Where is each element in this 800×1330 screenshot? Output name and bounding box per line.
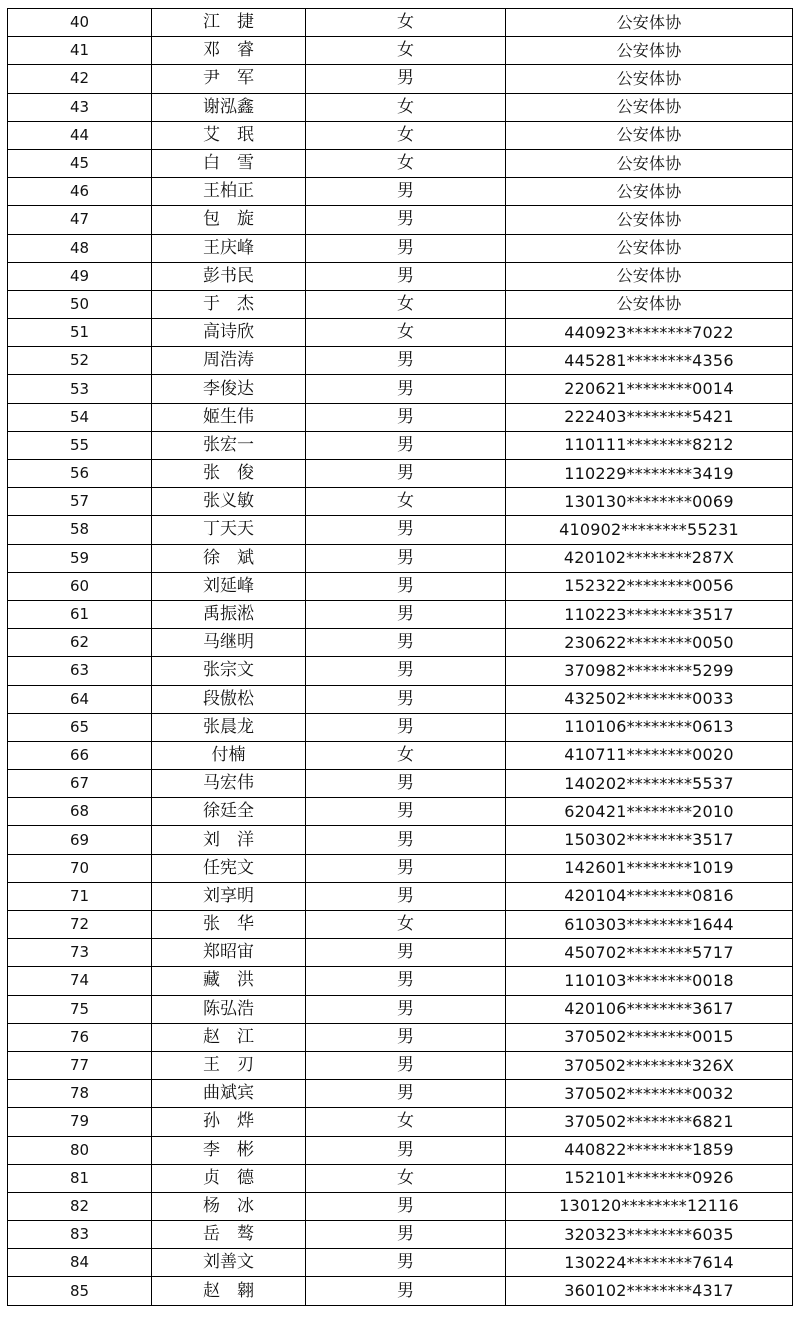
id-or-organization: 410902********55231 <box>506 516 793 544</box>
person-name: 张 俊 <box>152 460 306 488</box>
gender-cell: 男 <box>306 600 506 628</box>
row-number: 72 <box>8 911 152 939</box>
row-number: 62 <box>8 629 152 657</box>
gender-cell: 男 <box>306 1221 506 1249</box>
row-number: 41 <box>8 37 152 65</box>
gender-cell: 男 <box>306 685 506 713</box>
person-name: 白 雪 <box>152 149 306 177</box>
id-or-organization: 110111********8212 <box>506 431 793 459</box>
id-or-organization: 620421********2010 <box>506 798 793 826</box>
table-row <box>8 1192 793 1220</box>
person-name: 任宪文 <box>152 854 306 882</box>
table-row <box>8 741 793 769</box>
person-name: 岳 骜 <box>152 1221 306 1249</box>
id-or-organization: 320323********6035 <box>506 1221 793 1249</box>
person-name: 刘享明 <box>152 882 306 910</box>
row-number: 75 <box>8 995 152 1023</box>
person-name: 王柏正 <box>152 178 306 206</box>
row-number: 71 <box>8 882 152 910</box>
gender-cell: 女 <box>306 1108 506 1136</box>
gender-cell: 女 <box>306 93 506 121</box>
table-row <box>8 65 793 93</box>
table-row <box>8 1080 793 1108</box>
gender-cell: 男 <box>306 657 506 685</box>
table-row <box>8 798 793 826</box>
row-number: 76 <box>8 1023 152 1051</box>
id-or-organization: 610303********1644 <box>506 911 793 939</box>
id-or-organization: 140202********5537 <box>506 770 793 798</box>
table-row <box>8 1164 793 1192</box>
person-name: 马继明 <box>152 629 306 657</box>
row-number: 54 <box>8 403 152 431</box>
table-row <box>8 1023 793 1051</box>
person-name: 杨 冰 <box>152 1192 306 1220</box>
table-row <box>8 770 793 798</box>
gender-cell: 男 <box>306 1051 506 1079</box>
gender-cell: 男 <box>306 234 506 262</box>
person-name: 包 旋 <box>152 206 306 234</box>
row-number: 46 <box>8 178 152 206</box>
row-number: 64 <box>8 685 152 713</box>
table-row <box>8 882 793 910</box>
person-name: 徐 斌 <box>152 544 306 572</box>
row-number: 45 <box>8 149 152 177</box>
row-number: 65 <box>8 713 152 741</box>
gender-cell: 男 <box>306 1080 506 1108</box>
row-number: 80 <box>8 1136 152 1164</box>
id-or-organization: 440923********7022 <box>506 319 793 347</box>
id-or-organization: 110229********3419 <box>506 460 793 488</box>
person-name: 周浩涛 <box>152 347 306 375</box>
id-or-organization: 公安体协 <box>506 178 793 206</box>
table-row <box>8 178 793 206</box>
row-number: 59 <box>8 544 152 572</box>
id-or-organization: 222403********5421 <box>506 403 793 431</box>
id-or-organization: 440822********1859 <box>506 1136 793 1164</box>
row-number: 55 <box>8 431 152 459</box>
table-row <box>8 149 793 177</box>
id-or-organization: 公安体协 <box>506 290 793 318</box>
person-name: 张义敏 <box>152 488 306 516</box>
person-name: 徐廷全 <box>152 798 306 826</box>
gender-cell: 男 <box>306 1249 506 1277</box>
person-name: 郑昭宙 <box>152 939 306 967</box>
id-or-organization: 370982********5299 <box>506 657 793 685</box>
person-name: 段傲松 <box>152 685 306 713</box>
gender-cell: 男 <box>306 629 506 657</box>
table-row <box>8 911 793 939</box>
row-number: 49 <box>8 262 152 290</box>
person-name: 江 捷 <box>152 9 306 37</box>
gender-cell: 男 <box>306 1023 506 1051</box>
table-row <box>8 1221 793 1249</box>
row-number: 84 <box>8 1249 152 1277</box>
id-or-organization: 公安体协 <box>506 9 793 37</box>
person-name: 于 杰 <box>152 290 306 318</box>
gender-cell: 男 <box>306 939 506 967</box>
row-number: 77 <box>8 1051 152 1079</box>
row-number: 69 <box>8 826 152 854</box>
row-number: 48 <box>8 234 152 262</box>
table-row <box>8 657 793 685</box>
row-number: 73 <box>8 939 152 967</box>
row-number: 83 <box>8 1221 152 1249</box>
person-name: 艾 珉 <box>152 121 306 149</box>
row-number: 57 <box>8 488 152 516</box>
id-or-organization: 公安体协 <box>506 206 793 234</box>
table-row <box>8 685 793 713</box>
roster-table <box>7 8 793 1306</box>
row-number: 85 <box>8 1277 152 1305</box>
id-or-organization: 370502********0032 <box>506 1080 793 1108</box>
table-row <box>8 629 793 657</box>
table-row <box>8 460 793 488</box>
table-row <box>8 1136 793 1164</box>
table-row <box>8 1051 793 1079</box>
gender-cell: 男 <box>306 854 506 882</box>
person-name: 高诗欣 <box>152 319 306 347</box>
table-row <box>8 319 793 347</box>
gender-cell: 男 <box>306 206 506 234</box>
person-name: 李俊达 <box>152 375 306 403</box>
row-number: 60 <box>8 572 152 600</box>
id-or-organization: 110223********3517 <box>506 600 793 628</box>
gender-cell: 男 <box>306 544 506 572</box>
gender-cell: 男 <box>306 516 506 544</box>
row-number: 42 <box>8 65 152 93</box>
person-name: 彭书民 <box>152 262 306 290</box>
gender-cell: 男 <box>306 572 506 600</box>
gender-cell: 女 <box>306 37 506 65</box>
row-number: 40 <box>8 9 152 37</box>
gender-cell: 男 <box>306 347 506 375</box>
person-name: 贞 德 <box>152 1164 306 1192</box>
id-or-organization: 公安体协 <box>506 37 793 65</box>
person-name: 张宏一 <box>152 431 306 459</box>
id-or-organization: 110103********0018 <box>506 967 793 995</box>
id-or-organization: 152322********0056 <box>506 572 793 600</box>
table-row <box>8 262 793 290</box>
person-name: 尹 军 <box>152 65 306 93</box>
person-name: 刘善文 <box>152 1249 306 1277</box>
gender-cell: 男 <box>306 65 506 93</box>
person-name: 赵 江 <box>152 1023 306 1051</box>
row-number: 53 <box>8 375 152 403</box>
id-or-organization: 410711********0020 <box>506 741 793 769</box>
table-row <box>8 1249 793 1277</box>
person-name: 赵 翱 <box>152 1277 306 1305</box>
gender-cell: 女 <box>306 741 506 769</box>
table-row <box>8 121 793 149</box>
id-or-organization: 110106********0613 <box>506 713 793 741</box>
row-number: 52 <box>8 347 152 375</box>
row-number: 63 <box>8 657 152 685</box>
table-row <box>8 488 793 516</box>
gender-cell: 男 <box>306 1136 506 1164</box>
person-name: 邓 睿 <box>152 37 306 65</box>
id-or-organization: 445281********4356 <box>506 347 793 375</box>
table-row <box>8 9 793 37</box>
roster-body <box>8 9 793 1306</box>
person-name: 曲斌宾 <box>152 1080 306 1108</box>
id-or-organization: 450702********5717 <box>506 939 793 967</box>
gender-cell: 男 <box>306 460 506 488</box>
person-name: 丁天天 <box>152 516 306 544</box>
id-or-organization: 公安体协 <box>506 262 793 290</box>
id-or-organization: 370502********0015 <box>506 1023 793 1051</box>
id-or-organization: 130120********12116 <box>506 1192 793 1220</box>
table-row <box>8 600 793 628</box>
id-or-organization: 420102********287X <box>506 544 793 572</box>
id-or-organization: 370502********6821 <box>506 1108 793 1136</box>
table-row <box>8 234 793 262</box>
row-number: 74 <box>8 967 152 995</box>
id-or-organization: 公安体协 <box>506 121 793 149</box>
row-number: 81 <box>8 1164 152 1192</box>
gender-cell: 男 <box>306 826 506 854</box>
row-number: 51 <box>8 319 152 347</box>
person-name: 马宏伟 <box>152 770 306 798</box>
person-name: 禹振淞 <box>152 600 306 628</box>
id-or-organization: 420104********0816 <box>506 882 793 910</box>
table-row <box>8 93 793 121</box>
id-or-organization: 370502********326X <box>506 1051 793 1079</box>
table-row <box>8 995 793 1023</box>
gender-cell: 男 <box>306 967 506 995</box>
gender-cell: 男 <box>306 882 506 910</box>
id-or-organization: 432502********0033 <box>506 685 793 713</box>
table-row <box>8 516 793 544</box>
gender-cell: 女 <box>306 1164 506 1192</box>
row-number: 68 <box>8 798 152 826</box>
gender-cell: 男 <box>306 995 506 1023</box>
row-number: 43 <box>8 93 152 121</box>
table-row <box>8 347 793 375</box>
row-number: 66 <box>8 741 152 769</box>
gender-cell: 女 <box>306 121 506 149</box>
id-or-organization: 公安体协 <box>506 65 793 93</box>
person-name: 王庆峰 <box>152 234 306 262</box>
id-or-organization: 420106********3617 <box>506 995 793 1023</box>
table-row <box>8 826 793 854</box>
id-or-organization: 150302********3517 <box>506 826 793 854</box>
person-name: 李 彬 <box>152 1136 306 1164</box>
table-row <box>8 1277 793 1305</box>
table-row <box>8 403 793 431</box>
gender-cell: 男 <box>306 178 506 206</box>
row-number: 67 <box>8 770 152 798</box>
gender-cell: 男 <box>306 798 506 826</box>
row-number: 78 <box>8 1080 152 1108</box>
table-row <box>8 544 793 572</box>
id-or-organization: 公安体协 <box>506 93 793 121</box>
person-name: 付楠 <box>152 741 306 769</box>
gender-cell: 男 <box>306 403 506 431</box>
person-name: 张 华 <box>152 911 306 939</box>
gender-cell: 男 <box>306 713 506 741</box>
gender-cell: 男 <box>306 770 506 798</box>
id-or-organization: 230622********0050 <box>506 629 793 657</box>
gender-cell: 女 <box>306 319 506 347</box>
id-or-organization: 360102********4317 <box>506 1277 793 1305</box>
table-row <box>8 431 793 459</box>
table-row <box>8 939 793 967</box>
table-row <box>8 206 793 234</box>
gender-cell: 女 <box>306 911 506 939</box>
row-number: 58 <box>8 516 152 544</box>
table-row <box>8 290 793 318</box>
person-name: 张晨龙 <box>152 713 306 741</box>
table-row <box>8 1108 793 1136</box>
row-number: 61 <box>8 600 152 628</box>
gender-cell: 女 <box>306 290 506 318</box>
table-row <box>8 967 793 995</box>
id-or-organization: 130224********7614 <box>506 1249 793 1277</box>
row-number: 79 <box>8 1108 152 1136</box>
gender-cell: 男 <box>306 262 506 290</box>
id-or-organization: 152101********0926 <box>506 1164 793 1192</box>
person-name: 张宗文 <box>152 657 306 685</box>
row-number: 82 <box>8 1192 152 1220</box>
id-or-organization: 142601********1019 <box>506 854 793 882</box>
person-name: 姬生伟 <box>152 403 306 431</box>
id-or-organization: 公安体协 <box>506 234 793 262</box>
id-or-organization: 130130********0069 <box>506 488 793 516</box>
gender-cell: 男 <box>306 1277 506 1305</box>
person-name: 谢泓鑫 <box>152 93 306 121</box>
table-row <box>8 572 793 600</box>
gender-cell: 女 <box>306 149 506 177</box>
id-or-organization: 公安体协 <box>506 149 793 177</box>
table-row <box>8 375 793 403</box>
person-name: 刘 洋 <box>152 826 306 854</box>
table-row <box>8 854 793 882</box>
row-number: 56 <box>8 460 152 488</box>
gender-cell: 男 <box>306 431 506 459</box>
gender-cell: 男 <box>306 1192 506 1220</box>
person-name: 王 刃 <box>152 1051 306 1079</box>
gender-cell: 女 <box>306 9 506 37</box>
gender-cell: 女 <box>306 488 506 516</box>
row-number: 44 <box>8 121 152 149</box>
table-row <box>8 37 793 65</box>
person-name: 孙 烨 <box>152 1108 306 1136</box>
person-name: 藏 洪 <box>152 967 306 995</box>
gender-cell: 男 <box>306 375 506 403</box>
row-number: 50 <box>8 290 152 318</box>
person-name: 陈弘浩 <box>152 995 306 1023</box>
row-number: 70 <box>8 854 152 882</box>
person-name: 刘延峰 <box>152 572 306 600</box>
row-number: 47 <box>8 206 152 234</box>
id-or-organization: 220621********0014 <box>506 375 793 403</box>
table-row <box>8 713 793 741</box>
